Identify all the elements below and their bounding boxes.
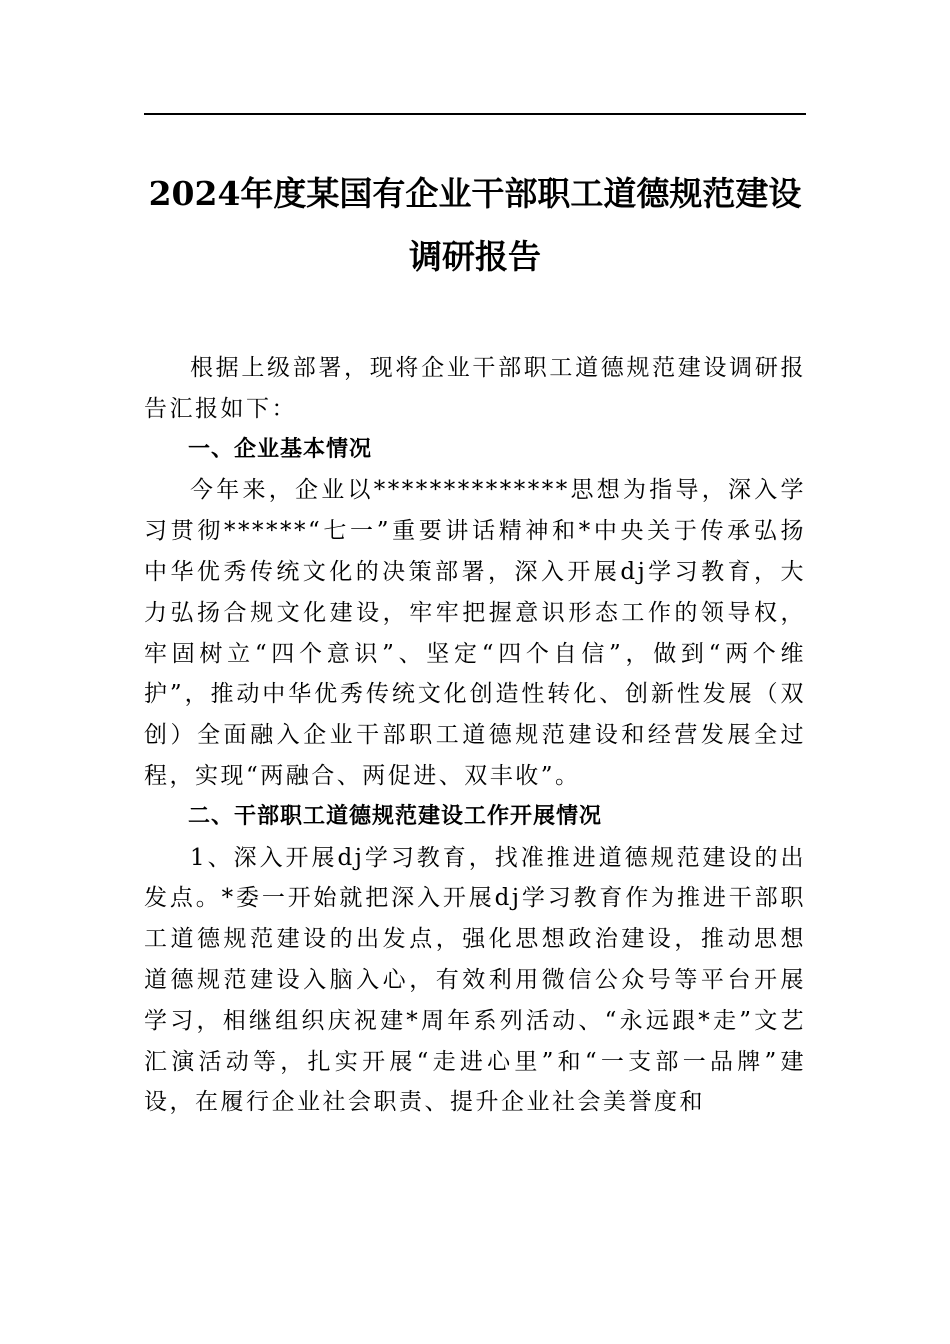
header-rule (144, 113, 806, 115)
document-title: 2024年度某国有企业干部职工道德规范建设调研报告 (148, 174, 802, 276)
section-2-paragraph-1: 1、深入开展dj学习教育，找准推进道德规范建设的出发点。*委一开始就把深入开展dj学习教育作为推进干部职工道德规范建设的出发点，强化思想政治建设，推动思想道德规范建设入脑入心，有效利用微信公众号等平台开展学习，相继组织庆祝建*周年系列活动、“永远跟*走”文艺汇演活动等，扎实开展“走进心里”和“一支部一品牌”建设，在履行企业社会职责、提升企业社会美誉度和 (144, 844, 806, 1116)
document-body (144, 348, 806, 1123)
intro-paragraph: 根据上级部署，现将企业干部职工道德规范建设调研报告汇报如下： (144, 355, 806, 422)
section-heading-2: 二、干部职工道德规范建设工作开展情况 (188, 803, 603, 829)
section-heading-1: 一、企业基本情况 (188, 436, 373, 462)
section-1-paragraph: 今年来，企业以**************思想为指导，深入学习贯彻******“七一”重要讲话精神和*中央关于传承弘扬中华优秀传统文化的决策部署，深入开展dj学习教育，大力弘扬合规文化建设，牢牢把握意识形态工作的领导权，牢固树立“四个意识”、坚定“四个自信”，做到“两个维护”，推动中华优秀传统文化创造性转化、创新性发展（双创）全面融入企业干部职工道德规范建设和经营发展全过程，实现“两融合、两促进、双丰收”。 (144, 477, 806, 789)
